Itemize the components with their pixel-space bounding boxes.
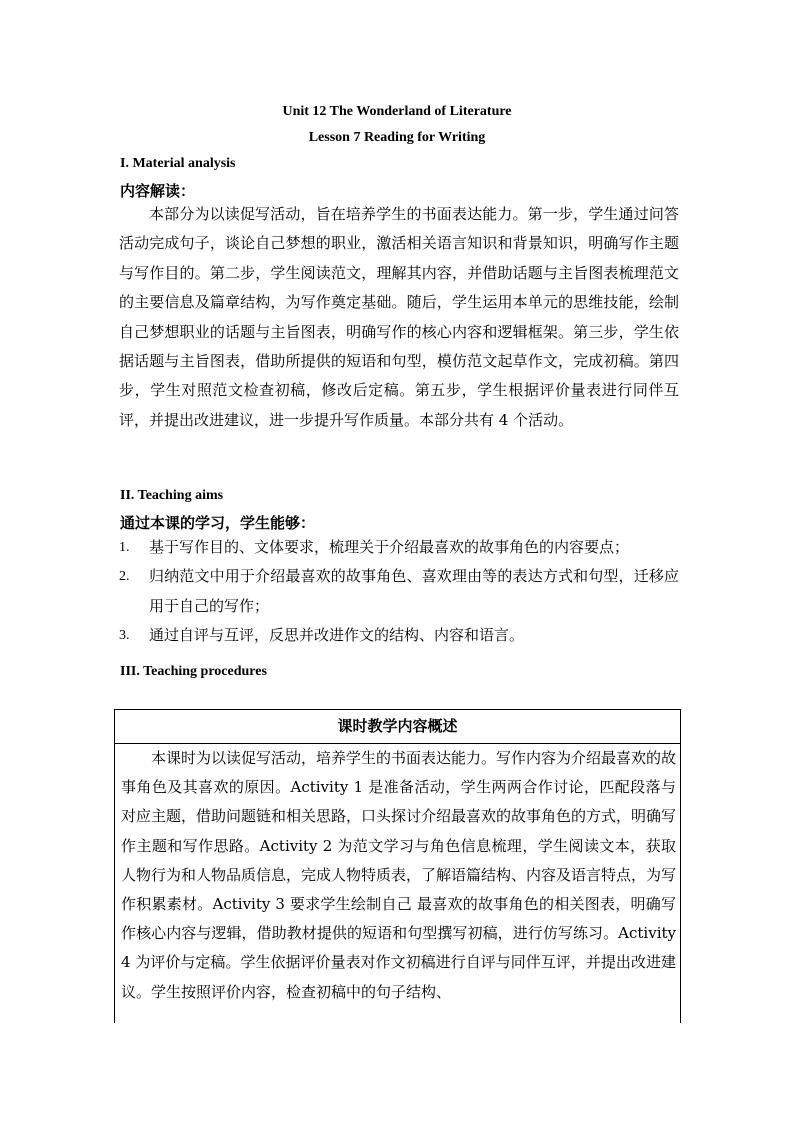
list-item xyxy=(119,533,679,562)
list-item-text: 基于写作目的、文体要求，梳理关于介绍最喜欢的故事角色的内容要点； xyxy=(149,538,630,556)
teaching-aims-list xyxy=(119,533,679,651)
list-item-text: 归纳范文中用于介绍最喜欢的故事角色、喜欢理由等的表达方式和句型，迁移应用于自己的写作； xyxy=(149,567,679,615)
lesson-overview-body: 本课时为以读促写活动，培养学生的书面表达能力。写作内容为介绍最喜欢的故事角色及其喜欢的原因。Activity 1 是准备活动，学生两两合作讨论，匹配段落与对应主题，借助问题链和相关思路，口头探讨介绍最喜欢的故事角色的方式，明确写作主题和写作思路。Activity 2 为范文学习与角色信息梳理，学生阅读文本，获取人物行为和人物品质信息，完成人物特质表，了解语篇结构、内容及语言特点，为写作积累素材。Activity 3 要求学生绘制自己 最喜欢的故事角色的相关图表，明确写作核心内容与逻辑，借助教材提供的短语和句型撰写初稿，进行仿写练习。Activity 4 为评价与定稿。学生依据评价量表对作文初稿进行自评与同伴互评，并提出改进建议。学生按照评价内容，检查初稿中的句子结构、 xyxy=(121,749,677,1001)
material-analysis-paragraph: 本部分为以读促写活动，旨在培养学生的书面表达能力。第一步，学生通过问答活动完成句子，谈论自己梦想的职业，激活相关语言知识和背景知识，明确写作主题与写作目的。第二步，学生阅读范文，理解其内容，并借助话题与主旨图表梳理范文的主要信息及篇章结构，为写作奠定基础。随后，学生运用本单元的思维技能，绘制自己梦想职业的话题与主旨图表，明确写作的核心内容和逻辑框架。第三步，学生依据话题与主旨图表，借助所提供的短语和句型，模仿范文起草作文，完成初稿。第四步，学生对照范文检查初稿，修改后定稿。第五步，学生根据评价量表进行同伴互评，并提出改进建议，进一步提升写作质量。本部分共有 4 个活动。 xyxy=(119,205,679,429)
list-item-text: 通过自评与互评，反思并改进作文的结构、内容和语言。 xyxy=(149,626,525,645)
section-heading-teaching-aims: II. Teaching aims xyxy=(120,488,224,503)
unit-title: Unit 12 The Wonderland of Literature xyxy=(282,104,512,119)
lesson-overview-table xyxy=(114,709,681,1023)
list-item xyxy=(119,562,679,621)
list-item-number: 1. xyxy=(119,540,130,555)
lesson-overview-title: 课时教学内容概述 xyxy=(115,710,680,744)
list-item-number: 3. xyxy=(119,628,130,644)
section-heading-material-analysis: I. Material analysis xyxy=(120,156,236,171)
section-heading-teaching-procedures: III. Teaching procedures xyxy=(120,664,267,679)
teaching-aims-intro: 通过本课的学习，学生能够： xyxy=(120,514,316,532)
content-interpretation-label: 内容解读： xyxy=(120,182,196,200)
lesson-title: Lesson 7 Reading for Writing xyxy=(308,130,486,145)
list-item-number: 2. xyxy=(119,569,130,585)
list-item xyxy=(119,621,679,650)
